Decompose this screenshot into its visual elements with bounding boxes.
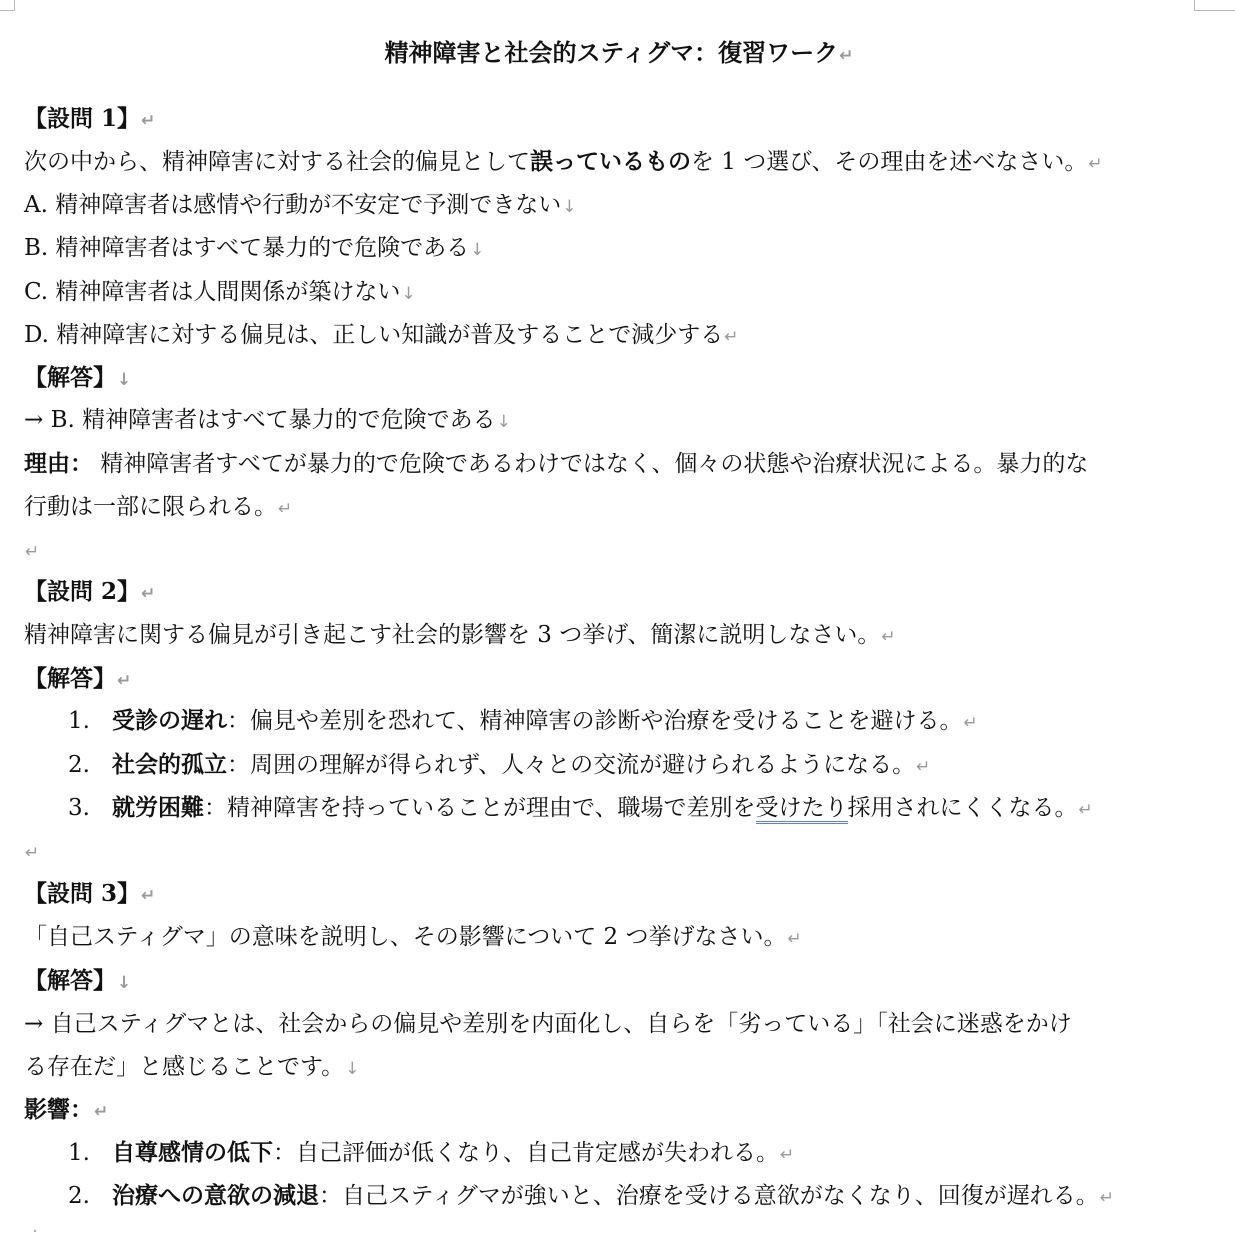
q2-prompt: 精神障害に関する偏見が引き起こす社会的影響を 3 つ挙げ、簡潔に説明しなさい。↵ bbox=[24, 622, 896, 648]
line-break-icon: ↓ bbox=[117, 370, 132, 390]
paragraph-mark-icon: ↵ bbox=[787, 929, 802, 949]
line-break-icon: ↓ bbox=[496, 412, 511, 432]
paragraph-mark-icon: ↵ bbox=[117, 671, 132, 691]
paragraph-mark-icon: ↵ bbox=[963, 713, 978, 733]
paragraph-mark-icon: ↵ bbox=[141, 111, 156, 131]
q3-effects-label: 影響：↵ bbox=[24, 1096, 109, 1123]
paragraph-mark-icon: ↵ bbox=[1099, 1188, 1114, 1208]
paragraph-mark-icon: ↵ bbox=[916, 757, 931, 777]
q3-effect-1: 1. 自尊感情の低下：自己評価が低くなり、自己肯定感が失われる。↵ bbox=[68, 1139, 795, 1166]
q3-heading: 【設問 3】↵ bbox=[24, 880, 156, 907]
paragraph-mark-icon: ↵ bbox=[724, 327, 739, 347]
empty-paragraph bbox=[24, 535, 39, 567]
q2-heading: 【設問 2】↵ bbox=[24, 578, 156, 605]
q3-answer-heading: 【解答】↓ bbox=[24, 967, 132, 994]
q2-item-3: 3. 就労困難：精神障害を持っていることが理由で、職場で差別を受けたり採用されにくくなる。↵ bbox=[68, 793, 1093, 825]
q1-reason-line-2: 行動は一部に限られる。↵ bbox=[24, 494, 293, 520]
q1-option-a: A. 精神障害者は感情や行動が不安定で予測できない↓ bbox=[24, 192, 577, 218]
q3-answer-line-1: → 自己スティグマとは、社会からの偏見や差別を内面化し、自らを「劣っている」「社会に迷惑をかけ bbox=[24, 1011, 1072, 1037]
crop-mark-top-right bbox=[1194, 0, 1235, 11]
q3-answer-line-2: る存在だ」と感じることです。↓ bbox=[24, 1054, 360, 1080]
line-break-icon: ↓ bbox=[562, 197, 577, 217]
q1-prompt: 次の中から、精神障害に対する社会的偏見として誤っているものを 1 つ選び、その理由を述べなさい。↵ bbox=[24, 148, 1103, 175]
q2-answer-heading: 【解答】↵ bbox=[24, 665, 132, 692]
line-break-icon: ↓ bbox=[345, 1059, 360, 1079]
q1-heading: 【設問 1】↵ bbox=[24, 105, 156, 132]
paragraph-mark-icon: ↵ bbox=[1088, 154, 1103, 174]
line-break-icon: ↓ bbox=[117, 973, 132, 993]
paragraph-mark-icon: ↵ bbox=[839, 46, 854, 66]
paragraph-mark-icon: ↵ bbox=[25, 843, 40, 863]
document-title: 精神障害と社会的スティグマ：復習ワーク↵ bbox=[384, 38, 854, 67]
q1-reason-line-1: 理由： 精神障害者すべてが暴力的で危険であるわけではなく、個々の状態や治療状況による。暴力的な bbox=[24, 450, 1089, 477]
q1-option-b: B. 精神障害者はすべて暴力的で危険である↓ bbox=[24, 235, 485, 261]
paragraph-mark-icon: ↵ bbox=[25, 542, 40, 562]
page-edge-dot bbox=[34, 1230, 36, 1232]
q1-option-d: D. 精神障害に対する偏見は、正しい知識が普及することで減少する↵ bbox=[24, 322, 739, 348]
paragraph-mark-icon: ↵ bbox=[94, 1102, 109, 1122]
line-break-icon: ↓ bbox=[401, 284, 416, 304]
paragraph-mark-icon: ↵ bbox=[1078, 800, 1093, 820]
paragraph-mark-icon: ↵ bbox=[881, 627, 896, 647]
paragraph-mark-icon: ↵ bbox=[278, 499, 293, 519]
q1-option-c: C. 精神障害者は人間関係が築けない↓ bbox=[24, 279, 416, 305]
q2-item-2: 2. 社会的孤立：周囲の理解が得られず、人々との交流が避けられるようになる。↵ bbox=[68, 751, 931, 778]
paragraph-mark-icon: ↵ bbox=[141, 886, 156, 906]
line-break-icon: ↓ bbox=[470, 240, 485, 260]
paragraph-mark-icon: ↵ bbox=[780, 1145, 795, 1165]
grammar-check-underline[interactable]: 受けたり bbox=[756, 795, 848, 824]
q1-answer-heading: 【解答】↓ bbox=[24, 364, 132, 391]
crop-mark-top-left bbox=[0, 0, 15, 11]
q1-answer: → B. 精神障害者はすべて暴力的で危険である↓ bbox=[24, 407, 511, 433]
empty-paragraph bbox=[24, 836, 39, 868]
q2-item-1: 1. 受診の遅れ：偏見や差別を恐れて、精神障害の診断や治療を受けることを避ける。↵ bbox=[68, 707, 978, 734]
q3-effect-2: 2. 治療への意欲の減退：自己スティグマが強いと、治療を受ける意欲がなくなり、回復が遅れる。↵ bbox=[68, 1182, 1114, 1209]
paragraph-mark-icon: ↵ bbox=[141, 584, 156, 604]
q3-prompt: 「自己スティグマ」の意味を説明し、その影響について 2 つ挙げなさい。↵ bbox=[24, 924, 802, 950]
